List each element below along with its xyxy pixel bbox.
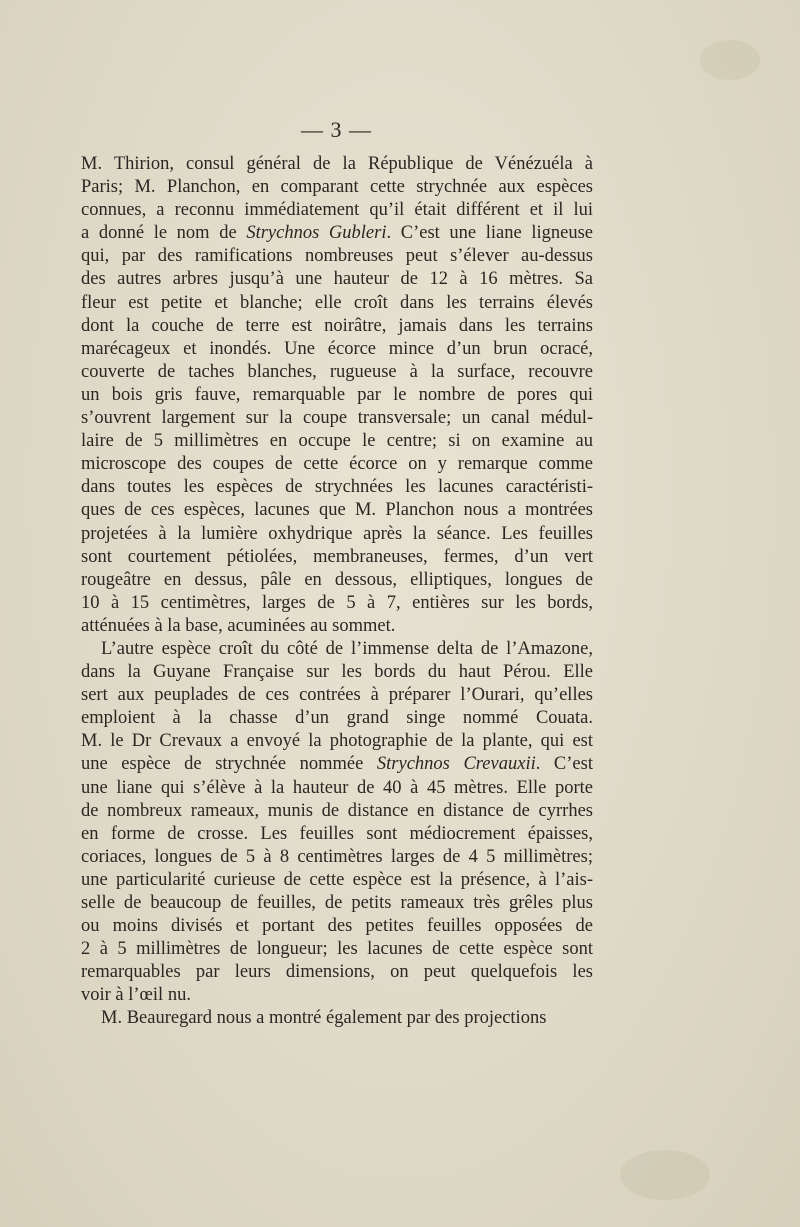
text-line: M. le Dr Crevaux a envoyé la photographie de la plante, qui est — [81, 731, 593, 752]
text-line: sert aux peuplades de ces contrées à préparer l’Ourari, qu’elles — [81, 685, 593, 706]
text-line: de nombreux rameaux, munis de distance en distance de cyrrhes — [81, 800, 593, 821]
text-line: une espèce de strychnée nommée Strychnos Crevauxii. C’est — [81, 754, 593, 775]
text-line: qui, par des ramifications nombreuses peut s’élever au-dessus — [81, 246, 593, 267]
text-line: connues, a reconnu immédiatement qu’il était différent et il lui — [81, 200, 593, 221]
text-line: une liane qui s’élève à la hauteur de 40 à 45 mètres. Elle porte — [81, 777, 593, 798]
text-line: projetées à la lumière oxhydrique après la séance. Les feuilles — [81, 523, 593, 544]
text-line: dans la Guyane Française sur les bords du haut Pérou. Elle — [81, 662, 593, 683]
text-line: ques de ces espèces, lacunes que M. Planchon nous a montrées — [81, 500, 593, 521]
text-line: s’ouvrent largement sur la coupe transversale; un canal médul- — [81, 408, 593, 429]
paper-stain — [700, 40, 760, 80]
text-line: dont la couche de terre est noirâtre, jamais dans les terrains — [81, 315, 593, 336]
text-line: selle de beaucoup de feuilles, de petits rameaux très grêles plus — [81, 893, 593, 913]
text-line: couverte de taches blanches, rugueuse à la surface, recouvre — [81, 361, 593, 382]
text-line: a donné le nom de Strychnos Gubleri. C’est une liane ligneuse — [81, 223, 594, 244]
text-line: laire de 5 millimètres en occupe le centre; si on examine au — [81, 431, 593, 452]
body-text — [81, 153, 593, 1031]
text-line: emploient à la chasse d’un grand singe nommé Couata. — [81, 708, 593, 729]
text-line: voir à l’œil nu. — [81, 985, 191, 1006]
text-line: atténuées à la base, acuminées au sommet. — [81, 615, 396, 636]
text-line: coriaces, longues de 5 à 8 centimètres larges de 4 5 millimètres; — [81, 846, 593, 867]
text-line: Paris; M. Planchon, en comparant cette strychnée aux espèces — [81, 177, 593, 198]
text-line: marécageux et inondés. Une écorce mince d’un brun ocracé, — [81, 338, 593, 359]
text-line: M. Beauregard nous a montré également par des projections — [101, 1008, 547, 1029]
text-line: 10 à 15 centimètres, larges de 5 à 7, entières sur les bords, — [81, 592, 593, 613]
page-number: — 3 — — [301, 117, 372, 142]
text-line: L’autre espèce croît du côté de l’immense delta de l’Amazone, — [101, 638, 593, 659]
text-line: en forme de crosse. Les feuilles sont médiocrement épaisses, — [81, 823, 593, 844]
text-line: dans toutes les espèces de strychnées les lacunes caractéristi- — [81, 477, 593, 498]
text-line: un bois gris fauve, remarquable par le nombre de pores qui — [81, 384, 593, 405]
text-line: microscope des coupes de cette écorce on y remarque comme — [81, 454, 593, 475]
text-line: M. Thirion, consul général de la République de Vénézuéla à — [81, 154, 593, 174]
text-line: rougeâtre en dessus, pâle en dessous, elliptiques, longues de — [81, 569, 593, 590]
text-line: sont courtement pétiolées, membraneuses, fermes, d’un vert — [81, 546, 593, 567]
text-line: 2 à 5 millimètres de longueur; les lacunes de cette espèce sont — [81, 939, 593, 960]
text-line: des autres arbres jusqu’à une hauteur de 12 à 16 mètres. Sa — [81, 269, 593, 290]
text-line: remarquables par leurs dimensions, on peut quelquefois les — [81, 962, 593, 983]
paper-stain — [620, 1150, 710, 1200]
text-line: une particularité curieuse de cette espèce est la présence, à l’ais- — [81, 869, 593, 890]
text-line: ou moins divisés et portant des petites feuilles opposées de — [81, 916, 593, 937]
text-line: fleur est petite et blanche; elle croît dans les terrains élevés — [81, 292, 593, 313]
